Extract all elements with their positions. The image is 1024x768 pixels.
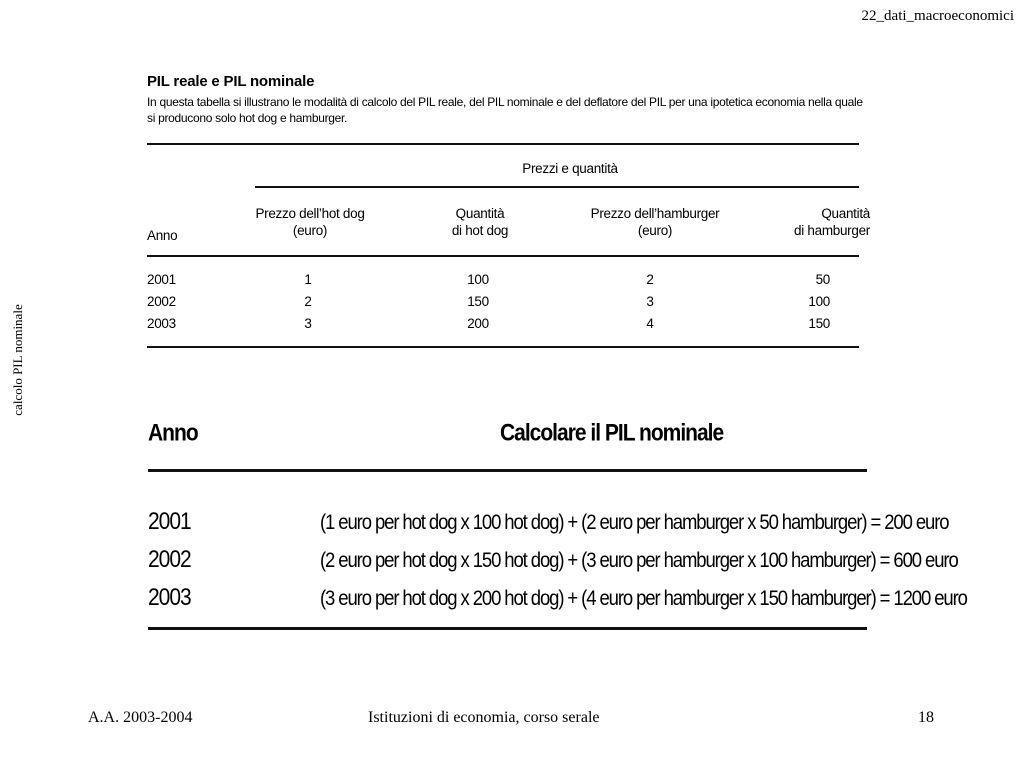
col-header-hamburger-qty (770, 205, 870, 239)
calc-col-header-anno: Anno (148, 420, 198, 447)
col-header-hamburger-price (570, 205, 740, 239)
table-cell: 4 (646, 316, 654, 331)
col-header-hotdog-price-line1: Prezzo dell’hot dog (255, 206, 365, 221)
slide-file-label: 22_dati_macroeconomici (861, 8, 1014, 24)
group-header-prezzi-quantita: Prezzi e quantità (522, 161, 618, 176)
table1-top-rule (147, 143, 859, 145)
col-header-hamburger-price-line2: (euro) (637, 223, 673, 238)
column-hotdog-qty (458, 269, 498, 335)
footer-course-name: Istituzioni di economia, corso serale (368, 709, 600, 726)
table-cell: 2003 (148, 584, 191, 611)
table-cell: 2 (646, 272, 654, 287)
col-header-hotdog-qty-line2: di hot dog (451, 223, 509, 238)
table-cell: 100 (808, 294, 830, 309)
table-cell: 50 (815, 272, 830, 287)
table-cell: 2001 (147, 272, 176, 287)
table-cell: 2002 (148, 546, 191, 573)
footer-page-number: 18 (918, 709, 934, 726)
table-cell: 150 (467, 294, 489, 309)
table-cell: 200 (467, 316, 489, 331)
table-title: PIL reale e PIL nominale (147, 73, 315, 90)
table-cell: 3 (646, 294, 654, 309)
col-header-hotdog-price-line2: (euro) (292, 223, 328, 238)
table-cell: 2001 (148, 508, 191, 535)
table-cell: 3 (304, 316, 312, 331)
calc-column-formula (320, 500, 967, 614)
table-cell: (2 euro per hot dog x 150 hot dog) + (3 euro per hamburger x 100 hamburger) = 600 euro (320, 547, 958, 572)
table-description: In questa tabella si illustrano le modalità di calcolo del PIL reale, del PIL nominale e del deflatore del PIL per una ipotetica economia nella quale si producono solo hot dog e hamburger. (147, 95, 863, 125)
column-hotdog-price (290, 269, 326, 335)
col-header-anno: Anno (147, 228, 178, 243)
column-anno (147, 269, 176, 335)
table2-bottom-rule (148, 627, 867, 630)
calc-col-header-title: Calcolare il PIL nominale (500, 420, 724, 447)
calc-column-anno (148, 500, 191, 614)
table-cell: 2002 (147, 294, 176, 309)
table-cell: 2 (304, 294, 312, 309)
table-cell: (1 euro per hot dog x 100 hot dog) + (2 euro per hamburger x 50 hamburger) = 200 euro (320, 509, 949, 534)
group-header-rule (255, 186, 859, 188)
col-header-hamburger-qty-line2: di hamburger (794, 223, 870, 238)
column-hamburger-qty (790, 269, 830, 335)
table-cell: 150 (808, 316, 830, 331)
col-header-hotdog-qty-line1: Quantità (455, 206, 505, 221)
table1-bottom-rule (147, 346, 859, 348)
table-cell: 100 (467, 272, 489, 287)
footer-academic-year: A.A. 2003-2004 (88, 709, 193, 726)
col-header-hamburger-qty-line1: Quantità (821, 206, 870, 221)
table1-header-rule (147, 255, 859, 257)
side-section-label: calcolo PIL nominale (10, 304, 25, 416)
table-cell: 1 (304, 272, 312, 287)
table-cell: (3 euro per hot dog x 200 hot dog) + (4 euro per hamburger x 150 hamburger) = 1200 euro (320, 585, 967, 610)
col-header-hotdog-qty (420, 205, 540, 239)
table-cell: 2003 (147, 316, 176, 331)
col-header-hamburger-price-line1: Prezzo dell’hamburger (590, 206, 720, 221)
col-header-hotdog-price (230, 205, 390, 239)
column-hamburger-price (632, 269, 668, 335)
table2-header-rule (148, 469, 867, 472)
